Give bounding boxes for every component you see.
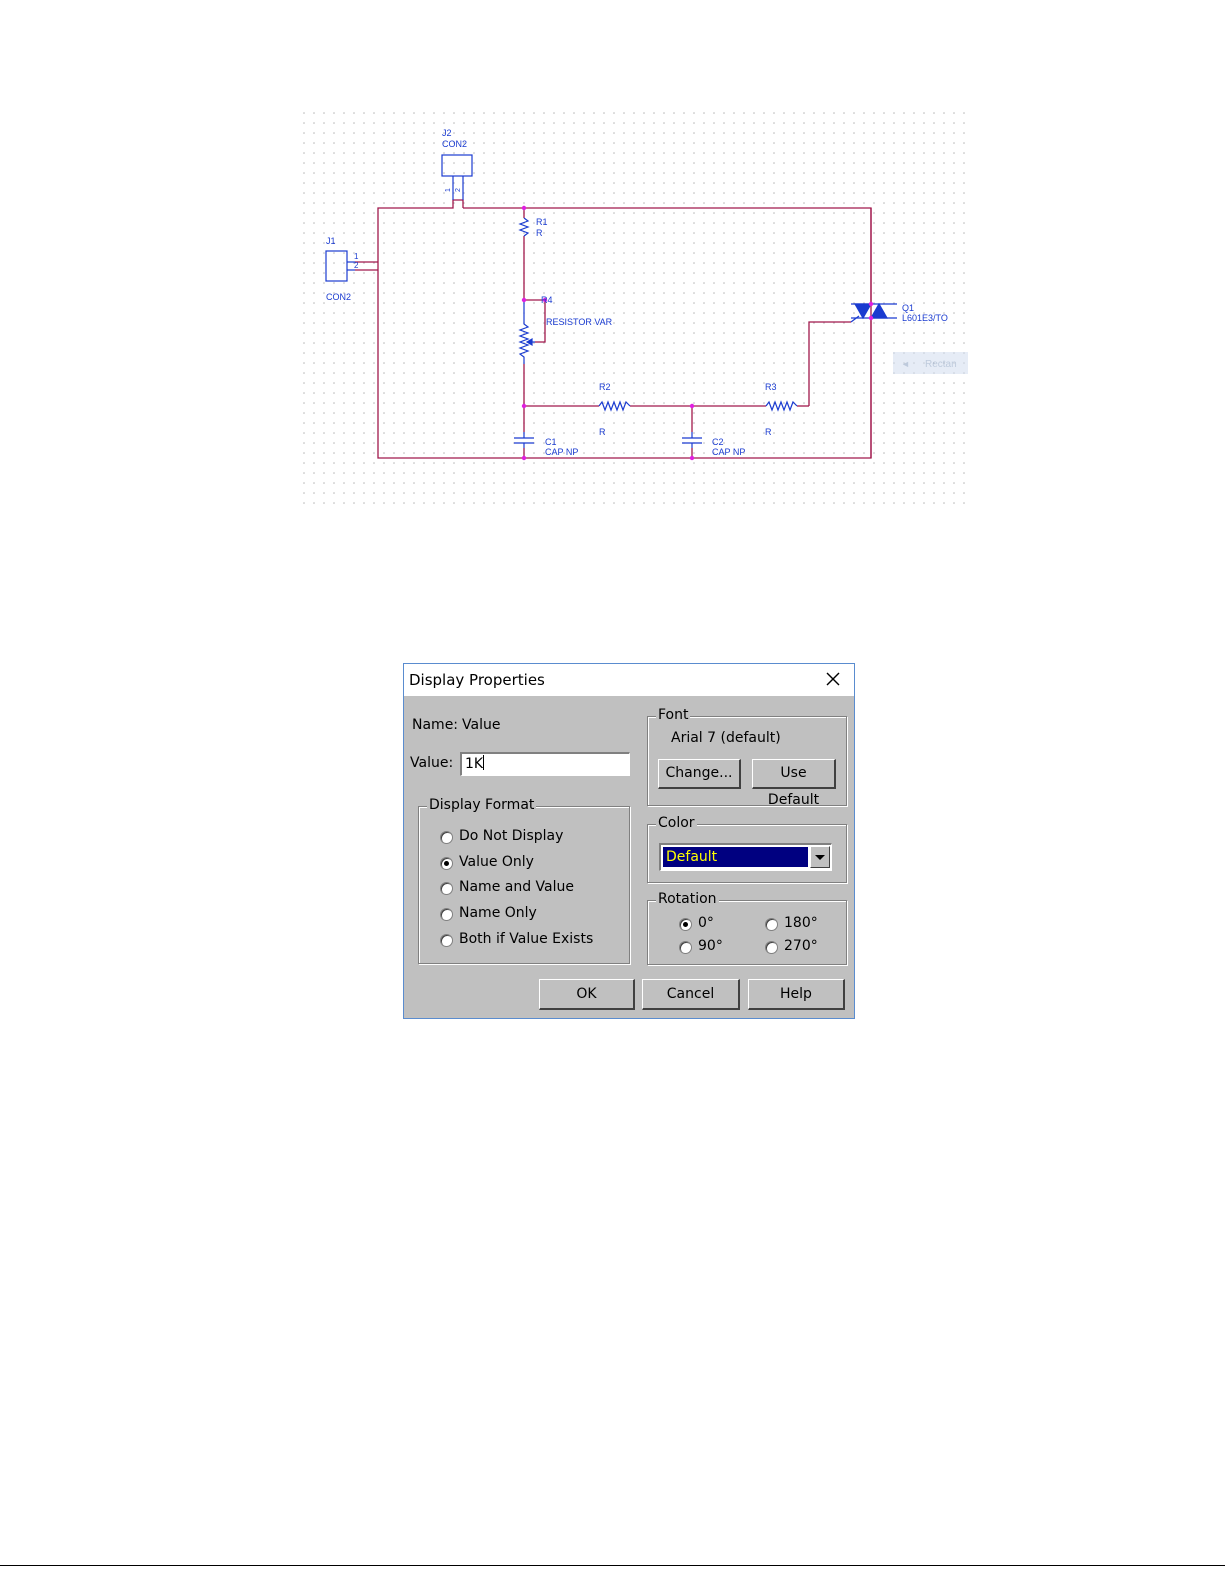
j1-pin2: 2 (354, 261, 359, 270)
color-select[interactable] (659, 843, 832, 871)
r3-value: R (765, 427, 772, 437)
change-font-label: Change... (665, 765, 733, 781)
q1-ref: Q1 (902, 303, 915, 313)
r4-value: RESISTOR VAR (546, 317, 613, 327)
option-name-and-value: Name and Value (459, 879, 574, 895)
j2-pin1: 1 (445, 188, 452, 192)
r4-ref: R4 (541, 295, 553, 305)
rotation-caption: Rotation (658, 891, 717, 907)
help-button[interactable] (748, 979, 845, 1010)
tooltip-text: Rectan (925, 359, 957, 370)
schematic-canvas[interactable] (303, 112, 968, 504)
rotation-90-label: 90° (698, 938, 723, 954)
dialog-title-bar[interactable] (404, 664, 854, 696)
use-default-font-button[interactable] (752, 759, 836, 808)
radio-selected-dot (683, 922, 688, 927)
option-value-only: Value Only (459, 854, 534, 870)
font-caption: Font (658, 707, 689, 723)
j2-pin2: 2 (455, 188, 462, 192)
option-name-only: Name Only (459, 905, 537, 921)
text-cursor (483, 755, 484, 770)
change-font-button[interactable] (658, 759, 741, 789)
rotation-180-label: 180° (784, 915, 818, 931)
j2-value: CON2 (442, 139, 468, 149)
c1-ref: C1 (545, 437, 557, 447)
color-caption: Color (658, 815, 695, 831)
value-input-text: 1K (465, 756, 484, 772)
ok-label: OK (576, 986, 597, 1002)
r3-ref: R3 (765, 382, 777, 392)
rotation-0-label: 0° (698, 915, 714, 931)
font-group (647, 707, 847, 808)
footer-rule (0, 1565, 1225, 1566)
radio-rotation-180[interactable] (765, 918, 778, 931)
option-do-not-display: Do Not Display (459, 828, 564, 844)
value-input[interactable] (460, 752, 630, 776)
display-properties-dialog (403, 663, 855, 1019)
font-current: Arial 7 (default) (671, 730, 781, 746)
radio-name-only[interactable] (440, 908, 453, 921)
j2-ref: J2 (442, 128, 452, 138)
c2-value: CAP NP (712, 447, 746, 457)
cancel-button[interactable] (642, 979, 740, 1010)
r2-ref: R2 (599, 382, 611, 392)
r2-value: R (599, 427, 606, 437)
chevron-down-icon[interactable] (810, 846, 830, 868)
radio-rotation-90[interactable] (679, 941, 692, 954)
color-group (647, 815, 847, 883)
dialog-body (404, 696, 854, 1018)
ok-button[interactable] (539, 979, 635, 1010)
display-format-group (418, 797, 630, 964)
name-label: Name: (412, 717, 459, 733)
help-label: Help (780, 986, 812, 1002)
radio-name-and-value[interactable] (440, 882, 453, 895)
q1-value: L601E3/TO (902, 313, 948, 323)
radio-rotation-270[interactable] (765, 941, 778, 954)
radio-value-only[interactable] (440, 857, 453, 870)
option-both-if-value-exists: Both if Value Exists (459, 931, 594, 947)
radio-do-not-display[interactable] (440, 831, 453, 844)
r1-ref: R1 (536, 217, 548, 227)
j1-pin1: 1 (354, 252, 359, 261)
rotation-group (647, 891, 847, 965)
tooltip-strip (893, 352, 968, 374)
radio-selected-dot (444, 861, 449, 866)
close-icon[interactable] (822, 668, 844, 690)
c2-ref: C2 (712, 437, 724, 447)
display-format-caption: Display Format (429, 797, 535, 813)
rotation-270-label: 270° (784, 938, 818, 954)
cancel-label: Cancel (666, 986, 715, 1002)
dialog-title: Display Properties (409, 671, 545, 689)
use-default-label: Use Default (767, 765, 820, 808)
name-value: Value (462, 717, 501, 733)
c1-value: CAP NP (545, 447, 579, 457)
radio-rotation-0[interactable] (679, 918, 692, 931)
r1-value: R (536, 228, 543, 238)
color-selected-value: Default (663, 847, 808, 867)
value-label: Value: (410, 755, 454, 771)
j1-ref: J1 (326, 236, 336, 246)
tooltip-icon: ◄ (901, 359, 910, 369)
radio-both-if-value-exists[interactable] (440, 934, 453, 947)
j1-value: CON2 (326, 292, 352, 302)
